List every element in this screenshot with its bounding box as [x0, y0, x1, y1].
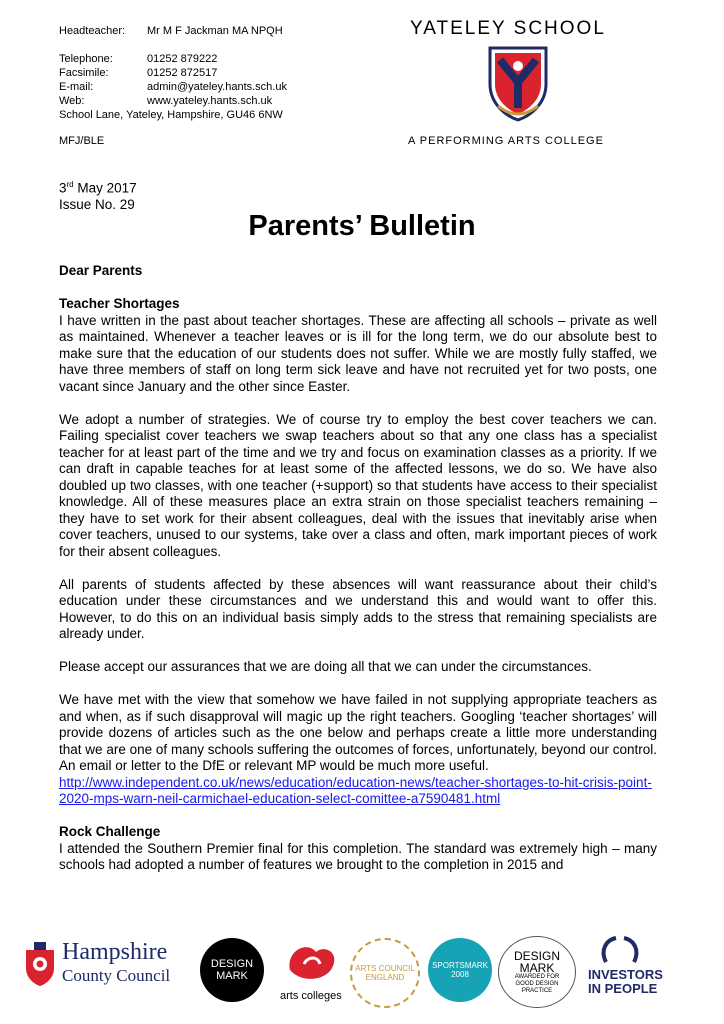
issue-number: Issue No. 29 — [59, 196, 135, 212]
reference: MFJ/BLE — [59, 135, 105, 147]
email-value[interactable]: admin@yateley.hants.sch.uk — [147, 81, 287, 93]
headteacher-label: Headteacher: — [59, 25, 126, 37]
paragraph-2: We adopt a number of strategies. We of course try to employ the best cover teachers we can. Failing specialist cover teachers we swap teachers about so that any one class has a specialist teacher for at least part of the time and we try and focus on examination classes as a priority. If we can draft in capable teaches for at least some of the affected lessons, we do so. We have also doubled up two classes, with one teacher (+support) so that students have access to their specialist knowledge. All of these measures place an extra strain on those specialist teachers remaining – they have to set work for their absent colleagues, deal with the issues that inevitably arise when cover teachers, unused to our systems, take over a class and often, mark important pieces of work for their absent colleagues. — [59, 411, 657, 559]
facsimile-row — [59, 66, 287, 80]
school-name: YATELEY SCHOOL — [410, 18, 606, 39]
letter-body — [59, 263, 657, 890]
web-row — [59, 94, 287, 108]
paragraph-6: I attended the Southern Premier final for this completion. The standard was extremely high – many schools had adopted a number of features we brought to the completion in 2015 and — [59, 840, 657, 872]
section-heading-rock-challenge: Rock Challenge — [59, 824, 161, 839]
investors-in-people-laurel-icon — [600, 936, 640, 966]
footer-logos — [0, 930, 724, 1010]
arts-colleges-label: arts colleges — [280, 990, 342, 1002]
paragraph-5: We have met with the view that somehow we have failed in not supplying appropriate teachers as and when, as if such disapproval will magic up the right teachers. Googling ‘teacher shortages’ will provide dozens of articles such as the one below and perhaps create a little more understanding that we are one of many schools suffering the outcomes of forces, unfortunately, beyond our control. An email or letter to the DfE or relevant MP would be much more useful. — [59, 692, 657, 773]
iip-line-2: IN PEOPLE — [588, 981, 658, 996]
telephone-row — [59, 52, 287, 66]
design-mark-badge-2: DESIGN MARK AWARDED FOR GOOD DESIGN PRACTICE — [498, 936, 576, 1008]
college-subtitle: A PERFORMING ARTS COLLEGE — [408, 135, 604, 147]
date-block — [59, 177, 137, 213]
arts-colleges-icon — [282, 940, 342, 986]
web-value[interactable]: www.yateley.hants.sch.uk — [147, 95, 273, 107]
section-heading-teacher-shortages: Teacher Shortages — [59, 296, 180, 311]
facsimile-value: 01252 872517 — [147, 67, 218, 79]
telephone-value: 01252 879222 — [147, 53, 218, 65]
paragraph-3: All parents of students affected by these absences will want reassurance about their child’s education under these circumstances and we understand this and would want to offer this. However, to do this on an individual basis simply adds to the stress that remaining specialists are already under. — [59, 576, 657, 641]
arts-council-badge: ARTS COUNCIL ENGLAND — [350, 938, 420, 1008]
school-crest-icon — [486, 44, 550, 122]
email-label: E-mail: — [59, 81, 94, 93]
bulletin-title: Parents’ Bulletin — [248, 210, 476, 242]
article-link[interactable]: http://www.independent.co.uk/news/education/education-news/teacher-shortages-to-hit-crisis-point-2020-mps-warn-neil-carmichael-education-select-comittee-a7590481.html — [59, 774, 652, 806]
design-mark-badge-1: DESIGN MARK — [200, 938, 264, 1002]
headteacher-row — [59, 24, 287, 38]
sportsmark-badge: SPORTSMARK 2008 — [428, 938, 492, 1002]
paragraph-1: I have written in the past about teacher shortages. These are affecting all schools – private as well as maintained. Whenever a teacher leaves or is ill for the long term, we do our absolute best to make sure that the education of our students does not suffer. While we are mostly fully staffed, we have three members of staff on long term sick leave and have not recruited yet for two posts, one vacant since January and the other since Easter. — [59, 312, 657, 394]
telephone-label: Telephone: — [59, 53, 113, 65]
greeting: Dear Parents — [59, 263, 143, 278]
iip-line-1: INVESTORS — [588, 967, 663, 982]
contact-block — [59, 24, 287, 122]
hcc-line-1: Hampshire — [62, 939, 168, 965]
hcc-line-2: County Council — [62, 966, 171, 985]
facsimile-label: Facsimile: — [59, 67, 109, 79]
hampshire-crest-icon — [22, 942, 58, 986]
headteacher-name: Mr M F Jackman MA NPQH — [147, 25, 283, 37]
address: School Lane, Yateley, Hampshire, GU46 6NW — [59, 109, 283, 121]
paragraph-4: Please accept our assurances that we are doing all that we can under the circumstances. — [59, 659, 592, 674]
email-row — [59, 80, 287, 94]
web-label: Web: — [59, 95, 85, 107]
letter-date: 3rd May 2017 — [59, 180, 137, 196]
